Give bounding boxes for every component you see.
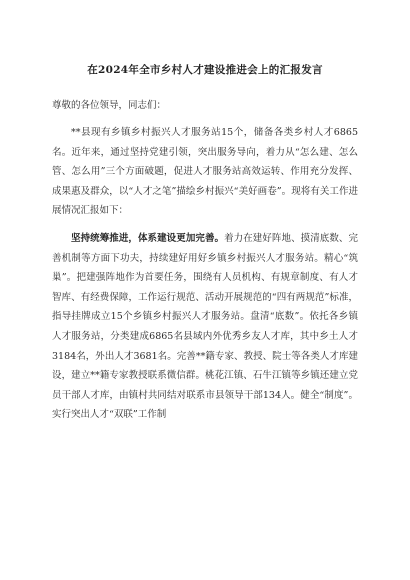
paragraph-body: **县现有乡镇乡村振兴人才服务站15个，储备各类乡村人才6865名。近年来，通过坚持党建引领，突出服务导向，着力从“怎么建、怎么管、怎么用”三个方面破题，促进人才服务站高效运转、作用充分发挥、成果惠及群众，以“人才之笔”描绘乡村振兴“美好画卷”。现将有关工作进展情况汇报如下： [52, 127, 358, 217]
paragraph-body: 着力在建好阵地、摸清底数、完善机制等方面下功夫，持续建好用好乡镇乡村振兴人才服务站。精心“筑巢”。把建强阵地作为首要任务，围绕有人员机构、有规章制度、有人才智库、有经费保障，工作运行规范、活动开展规范的“四有两规范”标准，指导挂牌成立15个乡镇乡村振兴人才服务站。盘清“底数”。依托各乡镇人才服务站，分类建成6865名县域内外优秀乡友人才库，其中乡土人才3184名，外出人才3681名。完善**籍专家、教授、院士等各类人才库建设，建立**籍专家教授联系微信群。桃花江镇、石牛江镇等乡镇还建立党员干部人才库，由镇村共同结对联系市县领导干部134人。健全“制度”。实行突出人才“双联”工作制 [52, 232, 358, 421]
document-title: 在2024年全市乡村人才建设推进会上的汇报发言 [87, 64, 323, 76]
paragraph-section-1 [52, 229, 358, 425]
paragraph-intro [52, 123, 358, 221]
salutation: 尊敬的各位领导，同志们： [52, 100, 167, 111]
paragraph-lead: 坚持统筹推进，体系建设更加完善。 [71, 232, 225, 244]
